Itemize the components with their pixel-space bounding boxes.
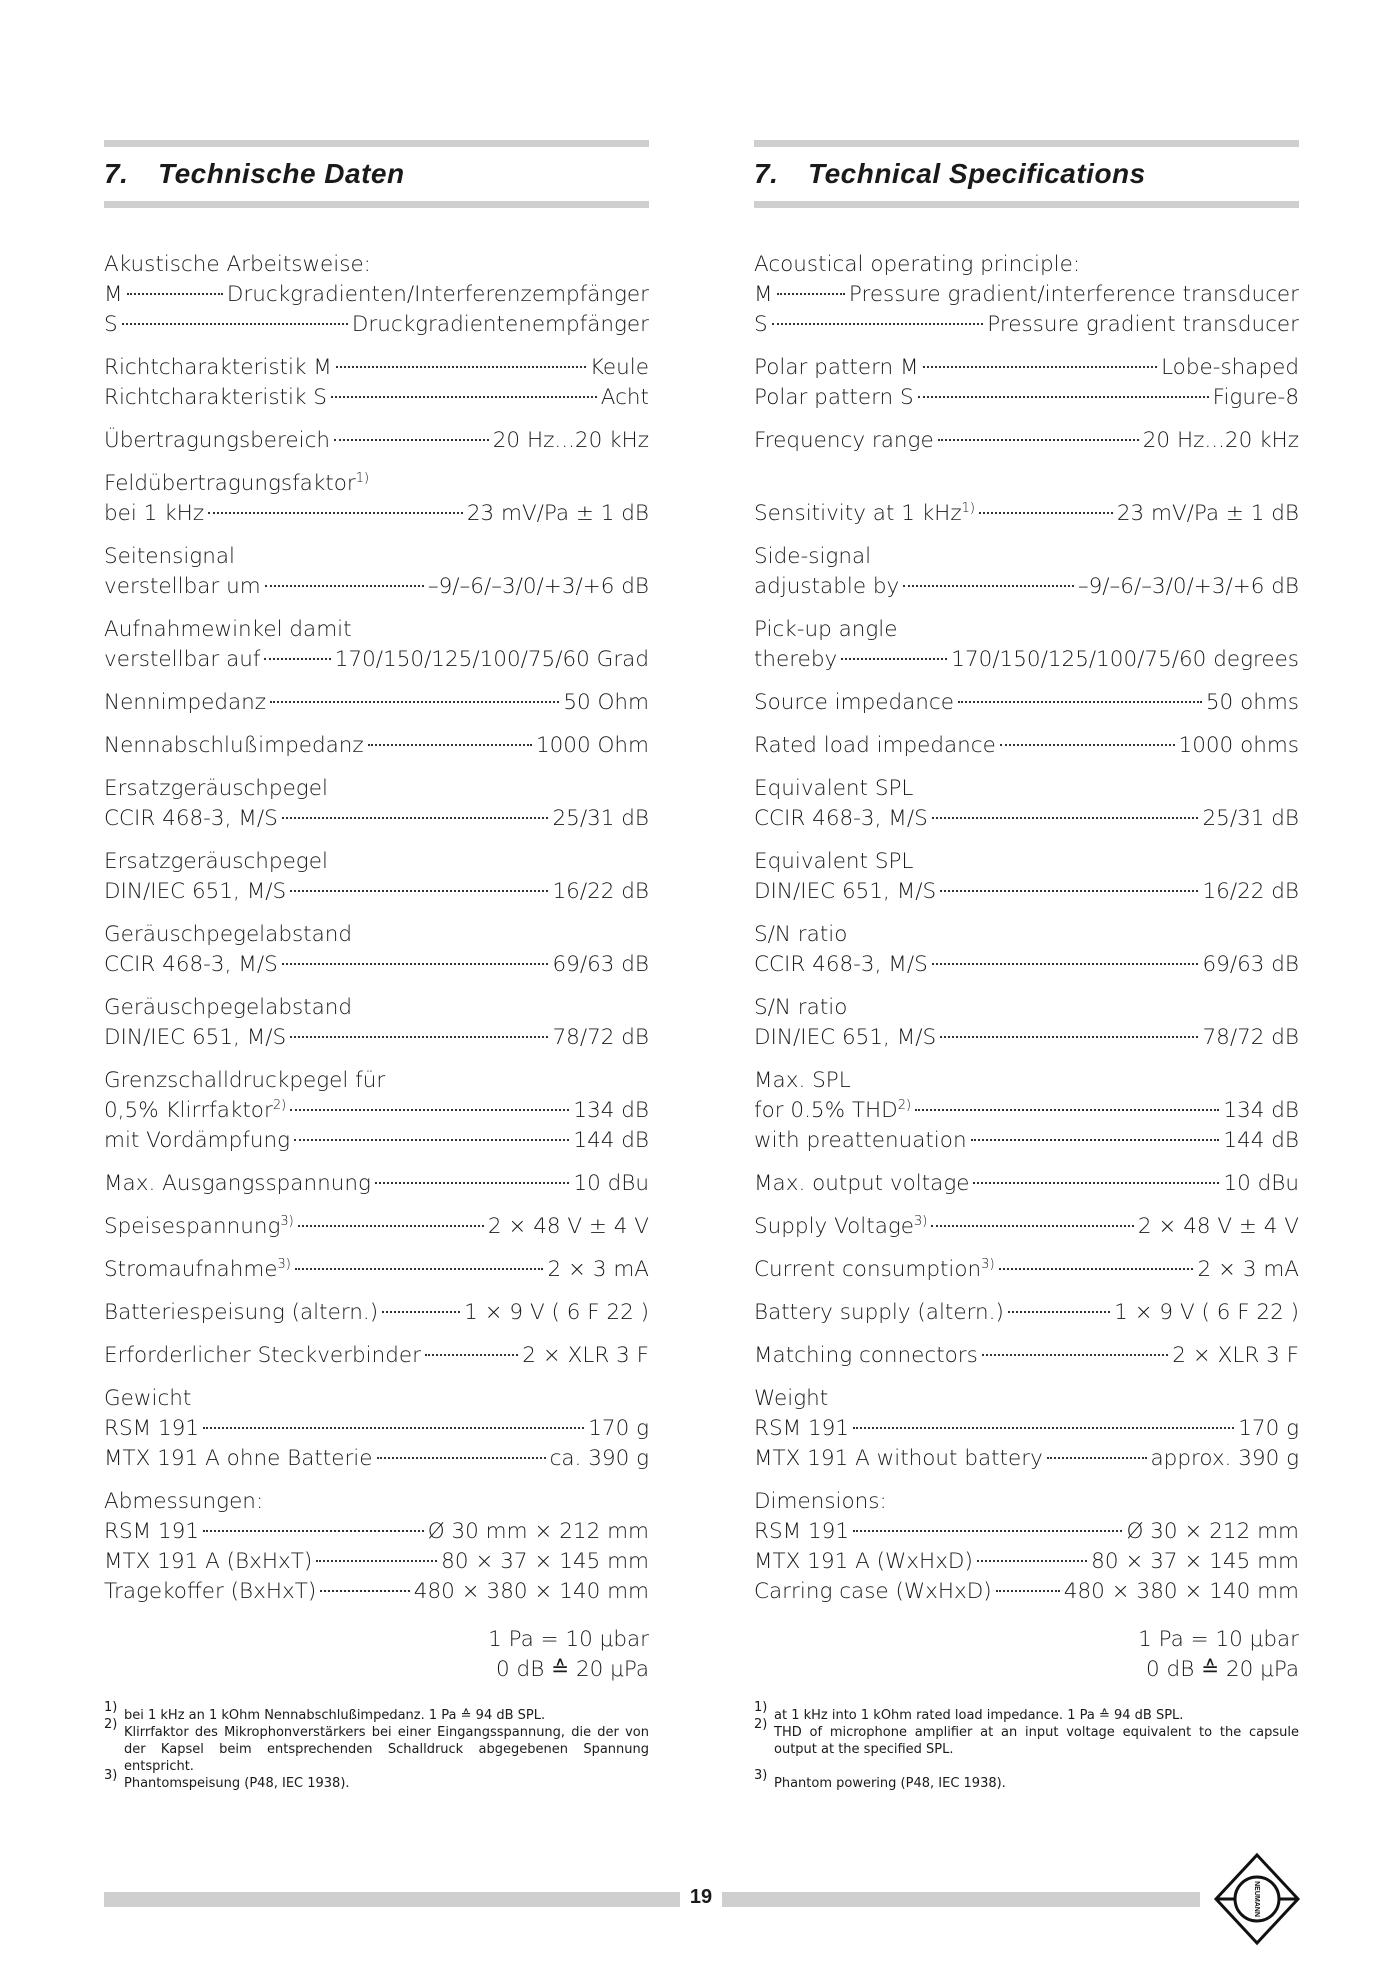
spec-line: Supply Voltage$^{3)}$ 2 × 48 V ± 4 V	[754, 1214, 1299, 1239]
spec-line: Stromaufnahme$^{3)}$ 2 × 3 mA	[104, 1257, 649, 1282]
spec-polar-pattern	[754, 353, 1299, 413]
heading-rule-top	[754, 140, 1299, 147]
spec-line: S Druckgradientenempfänger	[104, 312, 649, 337]
unit-db-upa: 0 dB ≙ 20 μPa	[496, 1657, 649, 1682]
spec-sensitivity	[104, 469, 649, 529]
spec-line: Seitensignal	[104, 544, 235, 569]
spec-equivalent-spl-ccir	[104, 774, 649, 834]
footnote-2: $^{2)}$ THD of microphone amplifier at an input voltage equivalent to the capsule output at the specified SPL.	[754, 1717, 1299, 1757]
spec-battery-supply	[754, 1298, 1299, 1328]
spec-line: Side-signal	[754, 544, 872, 569]
spec-line: Geräuschpegelabstand	[104, 922, 353, 947]
spec-line: Richtcharakteristik M Keule	[104, 355, 649, 380]
spec-max-output-voltage	[104, 1169, 649, 1199]
spec-equivalent-spl-din	[754, 847, 1299, 907]
footer-rule-right	[722, 1892, 1200, 1907]
spec-line: Speisespannung$^{3)}$ 2 × 48 V ± 4 V	[104, 1214, 649, 1239]
spec-line: Max. output voltage 10 dBu	[754, 1171, 1299, 1196]
spec-line: DIN/IEC 651, M/S 78/72 dB	[104, 1025, 649, 1050]
spec-acoustic-principle	[104, 250, 649, 340]
footnote-3: $^{3)}$ Phantom powering (P48, IEC 1938).	[754, 1768, 1006, 1791]
spec-line: Source impedance 50 ohms	[754, 690, 1299, 715]
spec-line: Polar pattern M Lobe-shaped	[754, 355, 1299, 380]
unit-pa-ubar: 1 Pa = 10 μbar	[488, 1627, 649, 1652]
section-heading	[104, 147, 649, 201]
spec-line: Grenzschalldruckpegel für	[104, 1068, 386, 1093]
spec-line: Pick-up angle	[754, 617, 898, 642]
spec-max-spl	[754, 1066, 1299, 1156]
footnotes	[104, 1700, 649, 1792]
spec-line: Nennabschlußimpedanz 1000 Ohm	[104, 733, 649, 758]
spec-current-consumption	[104, 1255, 649, 1285]
spec-side-signal	[754, 542, 1299, 602]
spec-line: Equivalent SPL	[754, 776, 914, 801]
spec-line: M Druckgradienten/Interferenzempfänger	[104, 282, 649, 307]
footnote-2: $^{2)}$ Klirrfaktor des Mikrophonverstärkers bei einer Eingangsspannung, die der von der Kapsel beim entsprechenden Schalldruck abgegebenen Spannung entspricht.	[104, 1717, 649, 1774]
spec-line: Dimensions:	[754, 1489, 887, 1514]
page-number: 19	[689, 1886, 713, 1908]
spec-line: DIN/IEC 651, M/S 16/22 dB	[754, 879, 1299, 904]
footer-rule-left	[104, 1892, 680, 1907]
spec-sn-ratio-din	[104, 993, 649, 1053]
spec-line: Nennimpedanz 50 Ohm	[104, 690, 649, 715]
spec-line: Acoustical operating principle:	[754, 252, 1081, 277]
spec-line-blank	[754, 469, 1299, 499]
spec-load-impedance	[104, 731, 649, 761]
spec-line: thereby 170/150/125/100/75/60 degrees	[754, 647, 1299, 672]
heading-rule-bottom	[754, 201, 1299, 208]
german-column	[104, 140, 649, 1792]
spec-line: Frequency range 20 Hz...20 kHz	[754, 428, 1299, 453]
spec-line: MTX 191 A (BxHxT) 80 × 37 × 145 mm	[104, 1549, 649, 1574]
spec-pickup-angle	[754, 615, 1299, 675]
spec-line: for 0.5% THD$^{2)}$ 134 dB	[754, 1098, 1299, 1123]
spec-load-impedance	[754, 731, 1299, 761]
spec-line: MTX 191 A without battery approx. 390 g	[754, 1446, 1299, 1471]
footnotes	[754, 1700, 1299, 1792]
spec-line: Max. Ausgangsspannung 10 dBu	[104, 1171, 649, 1196]
unit-pa-ubar: 1 Pa = 10 μbar	[1138, 1627, 1299, 1652]
spec-line: Max. SPL	[754, 1068, 851, 1093]
footnote-1: $^{1)}$ at 1 kHz into 1 kOhm rated load impedance. 1 Pa ≙ 94 dB SPL.	[754, 1700, 1184, 1723]
spec-line: Akustische Arbeitsweise:	[104, 252, 371, 277]
spec-line: DIN/IEC 651, M/S 78/72 dB	[754, 1025, 1299, 1050]
spec-line: Sensitivity at 1 kHz$^{1)}$ 23 mV/Pa ± 1 dB	[754, 501, 1299, 526]
spec-line: Gewicht	[104, 1386, 192, 1411]
spec-line: Battery supply (altern.) 1 × 9 V ( 6 F 22 )	[754, 1300, 1299, 1325]
spec-list	[104, 250, 649, 1607]
spec-line: mit Vordämpfung 144 dB	[104, 1128, 649, 1153]
spec-sn-ratio-din	[754, 993, 1299, 1053]
spec-line: Equivalent SPL	[754, 849, 914, 874]
spec-line: Feldübertragungsfaktor$^{1)}$	[104, 471, 370, 496]
spec-equivalent-spl-din	[104, 847, 649, 907]
spec-line: bei 1 kHz 23 mV/Pa ± 1 dB	[104, 501, 649, 526]
spec-line: 0,5% Klirrfaktor$^{2)}$ 134 dB	[104, 1098, 649, 1123]
spec-max-output-voltage	[754, 1169, 1299, 1199]
spec-line: Current consumption$^{3)}$ 2 × 3 mA	[754, 1257, 1299, 1282]
spec-frequency-range	[754, 426, 1299, 456]
spec-line: CCIR 468-3, M/S 69/63 dB	[754, 952, 1299, 977]
spec-sn-ratio-ccir	[104, 920, 649, 980]
footnote-1: $^{1)}$ bei 1 kHz an 1 kOhm Nennabschlußimpedanz. 1 Pa ≙ 94 dB SPL.	[104, 1700, 546, 1723]
spec-line: RSM 191 Ø 30 × 212 mm	[754, 1519, 1299, 1544]
neumann-logo-icon	[1212, 1852, 1302, 1946]
spec-connectors	[754, 1341, 1299, 1371]
spec-list	[754, 250, 1299, 1607]
spec-line: Matching connectors 2 × XLR 3 F	[754, 1343, 1299, 1368]
spec-pickup-angle	[104, 615, 649, 675]
spec-sn-ratio-ccir	[754, 920, 1299, 980]
spec-frequency-range	[104, 426, 649, 456]
spec-line: Rated load impedance 1000 ohms	[754, 733, 1299, 758]
spec-acoustic-principle	[754, 250, 1299, 340]
spec-source-impedance	[104, 688, 649, 718]
spec-line: Ersatzgeräuschpegel	[104, 849, 328, 874]
spec-sensitivity	[754, 469, 1299, 529]
spec-polar-pattern	[104, 353, 649, 413]
spec-side-signal	[104, 542, 649, 602]
spec-line: MTX 191 A (WxHxD) 80 × 37 × 145 mm	[754, 1549, 1299, 1574]
section-title: Technical Specifications	[808, 158, 1146, 189]
spec-line: Weight	[754, 1386, 829, 1411]
spec-line: Carring case (WxHxD) 480 × 380 × 140 mm	[754, 1579, 1299, 1604]
spec-line: Geräuschpegelabstand	[104, 995, 353, 1020]
spec-line: DIN/IEC 651, M/S 16/22 dB	[104, 879, 649, 904]
spec-line: S/N ratio	[754, 922, 848, 947]
spec-line: CCIR 468-3, M/S 69/63 dB	[104, 952, 649, 977]
spec-line: Tragekoffer (BxHxT) 480 × 380 × 140 mm	[104, 1579, 649, 1604]
spec-line: Erforderlicher Steckverbinder 2 × XLR 3 F	[104, 1343, 649, 1368]
spec-line: Ersatzgeräuschpegel	[104, 776, 328, 801]
spec-line: RSM 191 Ø 30 mm × 212 mm	[104, 1519, 649, 1544]
spec-line: Übertragungsbereich 20 Hz...20 kHz	[104, 428, 649, 453]
spec-battery-supply	[104, 1298, 649, 1328]
section-number: 7.	[104, 158, 129, 189]
heading-rule-top	[104, 140, 649, 147]
spec-current-consumption	[754, 1255, 1299, 1285]
spec-line: Abmessungen:	[104, 1489, 264, 1514]
unit-db-upa: 0 dB ≙ 20 μPa	[1146, 1657, 1299, 1682]
spec-supply-voltage	[754, 1212, 1299, 1242]
spec-line: Richtcharakteristik S Acht	[104, 385, 649, 410]
spec-dimensions	[754, 1487, 1299, 1607]
spec-line: CCIR 468-3, M/S 25/31 dB	[104, 806, 649, 831]
heading-rule-bottom	[104, 201, 649, 208]
spec-line: verstellbar auf 170/150/125/100/75/60 Grad	[104, 647, 649, 672]
spec-line: verstellbar um –9/–6/–3/0/+3/+6 dB	[104, 574, 649, 599]
footnote-3: $^{3)}$ Phantomspeisung (P48, IEC 1938).	[104, 1768, 350, 1791]
unit-conversions	[104, 1625, 649, 1685]
english-column	[754, 140, 1299, 1792]
spec-line: M Pressure gradient/interference transducer	[754, 282, 1299, 307]
spec-weight	[754, 1384, 1299, 1474]
spec-line: S Pressure gradient transducer	[754, 312, 1299, 337]
spec-line: with preattenuation 144 dB	[754, 1128, 1299, 1153]
spec-line: adjustable by –9/–6/–3/0/+3/+6 dB	[754, 574, 1299, 599]
spec-line: MTX 191 A ohne Batterie ca. 390 g	[104, 1446, 649, 1471]
section-title: Technische Daten	[158, 158, 405, 189]
section-heading	[754, 147, 1299, 201]
spec-max-spl	[104, 1066, 649, 1156]
svg-text:NEUMANN: NEUMANN	[1253, 1881, 1261, 1917]
spec-line: RSM 191 170 g	[754, 1416, 1299, 1441]
spec-supply-voltage	[104, 1212, 649, 1242]
unit-conversions	[754, 1625, 1299, 1685]
spec-line: Polar pattern S Figure-8	[754, 385, 1299, 410]
spec-line: S/N ratio	[754, 995, 848, 1020]
spec-equivalent-spl-ccir	[754, 774, 1299, 834]
spec-weight	[104, 1384, 649, 1474]
spec-dimensions	[104, 1487, 649, 1607]
spec-connectors	[104, 1341, 649, 1371]
spec-line: CCIR 468-3, M/S 25/31 dB	[754, 806, 1299, 831]
spec-source-impedance	[754, 688, 1299, 718]
section-number: 7.	[754, 158, 779, 189]
spec-line: RSM 191 170 g	[104, 1416, 649, 1441]
spec-line: Batteriespeisung (altern.) 1 × 9 V ( 6 F 22 )	[104, 1300, 649, 1325]
spec-line: Aufnahmewinkel damit	[104, 617, 352, 642]
